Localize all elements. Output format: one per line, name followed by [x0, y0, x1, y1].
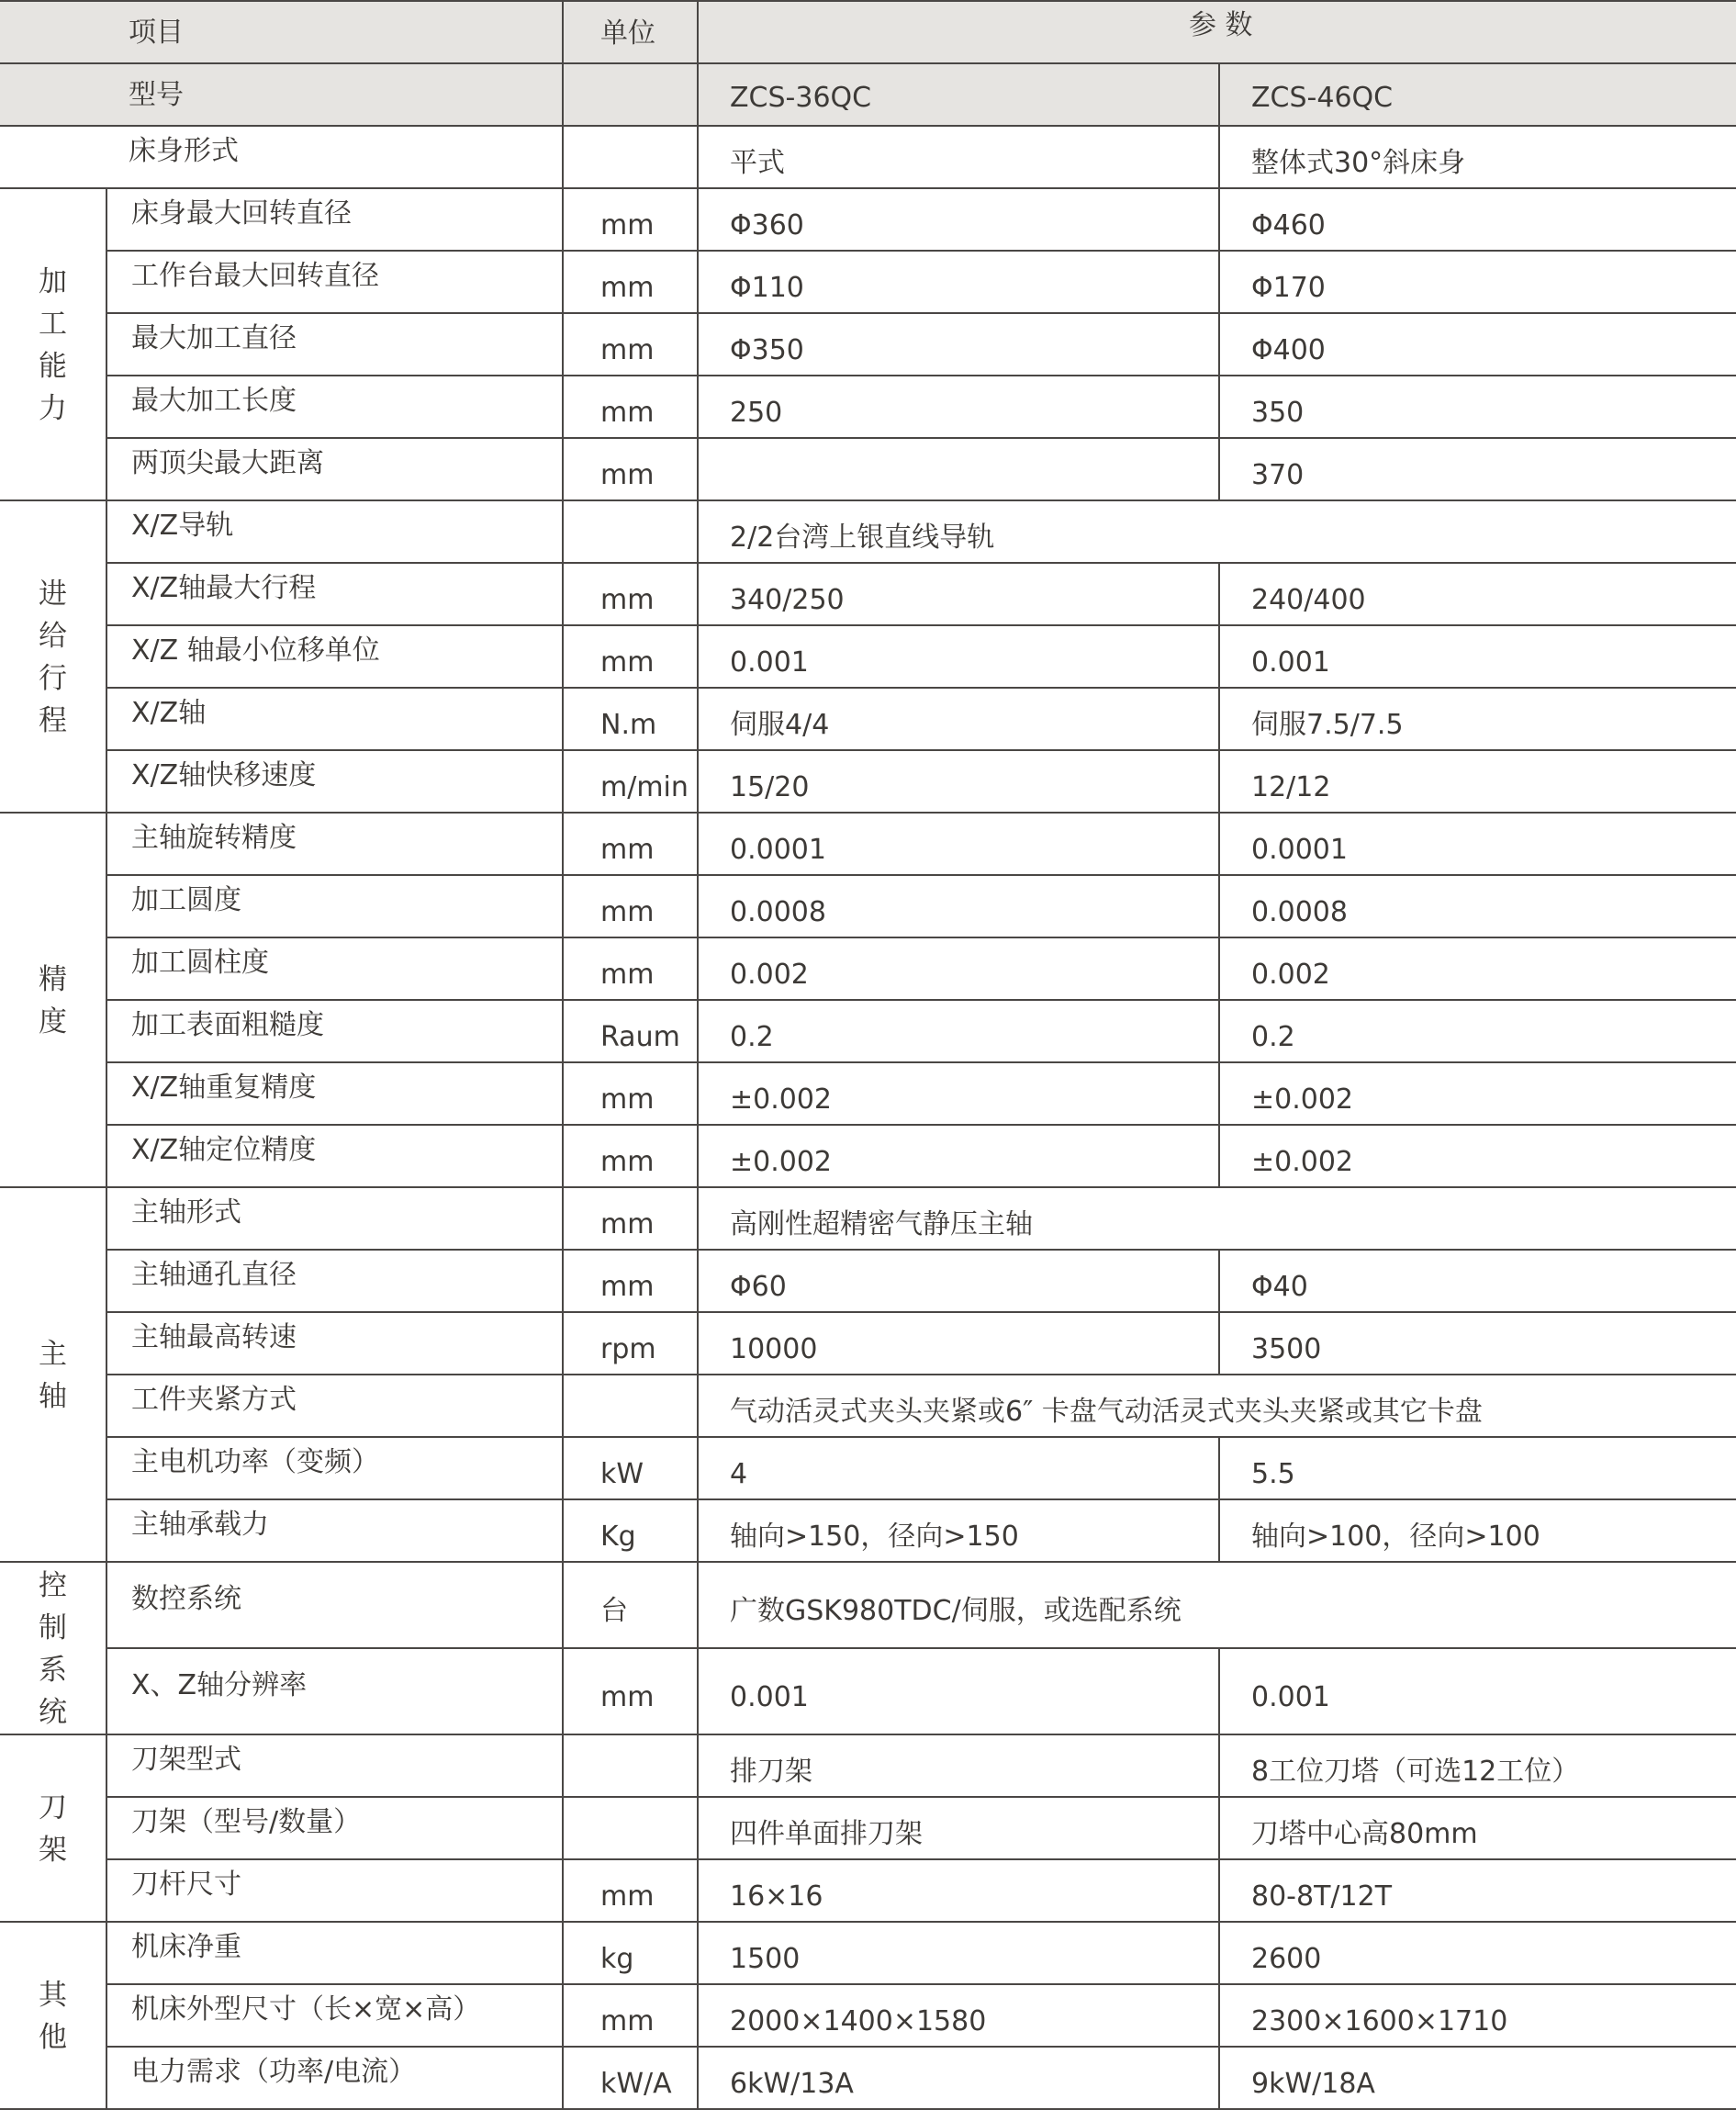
spec-row	[0, 1125, 1736, 1187]
spec-value-1: 2000×1400×1580	[698, 1984, 1219, 2047]
spec-value-1: 0.001	[698, 1648, 1219, 1734]
spec-item-label: 加工圆柱度	[106, 937, 563, 1000]
spec-item-label: X/Z轴快移速度	[106, 750, 563, 813]
category-label: 其他	[0, 1922, 106, 2109]
spec-value-2: ±0.002	[1219, 1062, 1736, 1125]
bed-form-unit	[563, 126, 698, 188]
header-unit: 单位	[563, 1, 698, 63]
spec-item-label: 刀架型式	[106, 1734, 563, 1797]
spec-item-label: 主轴形式	[106, 1187, 563, 1250]
spec-value-1	[698, 438, 1219, 500]
spec-unit: mm	[563, 1187, 698, 1250]
spec-item-label: 床身最大回转直径	[106, 188, 563, 251]
spec-value-2: 9kW/18A	[1219, 2047, 1736, 2109]
category-label: 控制系统	[0, 1562, 106, 1734]
spec-item-label: X/Z导轨	[106, 500, 563, 563]
spec-value-2: 0.002	[1219, 937, 1736, 1000]
spec-item-label: 主轴通孔直径	[106, 1250, 563, 1312]
spec-row	[0, 313, 1736, 376]
spec-item-label: 主轴旋转精度	[106, 813, 563, 875]
spec-value-shared: 高刚性超精密气静压主轴	[698, 1187, 1736, 1250]
header-item: 项目	[0, 1, 563, 63]
spec-value-2: Φ170	[1219, 251, 1736, 313]
spec-value-2: 370	[1219, 438, 1736, 500]
category-label: 进给行程	[0, 500, 106, 813]
category-label: 加工能力	[0, 188, 106, 500]
spec-value-1: 6kW/13A	[698, 2047, 1219, 2109]
spec-item-label: 最大加工长度	[106, 376, 563, 438]
spec-unit	[563, 1734, 698, 1797]
spec-value-1: Φ110	[698, 251, 1219, 313]
category-label: 精度	[0, 813, 106, 1187]
spec-value-shared: 2/2台湾上银直线导轨	[698, 500, 1736, 563]
spec-unit: mm	[563, 1984, 698, 2047]
spec-unit: mm	[563, 188, 698, 251]
spec-value-1: 0.002	[698, 937, 1219, 1000]
model-unit	[563, 63, 698, 126]
spec-item-label: X/Z轴定位精度	[106, 1125, 563, 1187]
spec-value-1: 15/20	[698, 750, 1219, 813]
spec-row	[0, 1000, 1736, 1062]
spec-row	[0, 1375, 1736, 1437]
spec-item-label: 刀杆尺寸	[106, 1859, 563, 1922]
spec-value-2: 0.001	[1219, 625, 1736, 688]
model-label: 型号	[0, 63, 563, 126]
spec-unit: rpm	[563, 1312, 698, 1375]
spec-value-1: 1500	[698, 1922, 1219, 1984]
spec-item-label: 主轴承载力	[106, 1499, 563, 1562]
spec-row	[0, 438, 1736, 500]
spec-value-2: Φ400	[1219, 313, 1736, 376]
spec-row	[0, 937, 1736, 1000]
spec-unit: mm	[563, 313, 698, 376]
spec-value-1: 4	[698, 1437, 1219, 1499]
spec-row	[0, 688, 1736, 750]
spec-value-2: 8工位刀塔（可选12工位）	[1219, 1734, 1736, 1797]
spec-value-1: 轴向>150，径向>150	[698, 1499, 1219, 1562]
model-row	[0, 63, 1736, 126]
spec-value-1: 四件单面排刀架	[698, 1797, 1219, 1859]
header-params: 参 数	[698, 1, 1736, 63]
spec-item-label: X、Z轴分辨率	[106, 1648, 563, 1734]
spec-value-1: ±0.002	[698, 1062, 1219, 1125]
spec-unit: mm	[563, 875, 698, 937]
spec-value-2: 12/12	[1219, 750, 1736, 813]
spec-row	[0, 1250, 1736, 1312]
spec-row	[0, 813, 1736, 875]
bed-form-label: 床身形式	[0, 126, 563, 188]
category-label: 刀架	[0, 1734, 106, 1922]
spec-unit: mm	[563, 1250, 698, 1312]
spec-value-2: 0.0008	[1219, 875, 1736, 937]
spec-value-1: 伺服4/4	[698, 688, 1219, 750]
spec-value-2: 350	[1219, 376, 1736, 438]
spec-item-label: 数控系统	[106, 1562, 563, 1648]
spec-row	[0, 251, 1736, 313]
spec-value-1: 0.0001	[698, 813, 1219, 875]
spec-value-2: 2600	[1219, 1922, 1736, 1984]
spec-value-2: 刀塔中心高80mm	[1219, 1797, 1736, 1859]
spec-value-shared: 广数GSK980TDC/伺服，或选配系统	[698, 1562, 1736, 1648]
spec-value-1: Φ360	[698, 188, 1219, 251]
spec-item-label: 主轴最高转速	[106, 1312, 563, 1375]
bed-form-value-2: 整体式30°斜床身	[1219, 126, 1736, 188]
spec-value-1: 250	[698, 376, 1219, 438]
spec-item-label: X/Z轴重复精度	[106, 1062, 563, 1125]
spec-unit: mm	[563, 1648, 698, 1734]
spec-row	[0, 376, 1736, 438]
spec-item-label: 刀架（型号/数量）	[106, 1797, 563, 1859]
spec-row	[0, 1734, 1736, 1797]
spec-item-label: X/Z轴	[106, 688, 563, 750]
spec-value-2: 0.001	[1219, 1648, 1736, 1734]
spec-row	[0, 1859, 1736, 1922]
spec-row	[0, 1187, 1736, 1250]
spec-value-2: ±0.002	[1219, 1125, 1736, 1187]
spec-value-2: 伺服7.5/7.5	[1219, 688, 1736, 750]
spec-unit: mm	[563, 376, 698, 438]
spec-row	[0, 1648, 1736, 1734]
spec-value-1: 10000	[698, 1312, 1219, 1375]
spec-row	[0, 875, 1736, 937]
spec-unit: kg	[563, 1922, 698, 1984]
spec-item-label: 电力需求（功率/电流）	[106, 2047, 563, 2109]
spec-unit: mm	[563, 438, 698, 500]
spec-value-2: Φ40	[1219, 1250, 1736, 1312]
spec-item-label: 两顶尖最大距离	[106, 438, 563, 500]
spec-value-2: 5.5	[1219, 1437, 1736, 1499]
spec-unit: mm	[563, 1062, 698, 1125]
spec-row	[0, 1797, 1736, 1859]
spec-value-2: 0.2	[1219, 1000, 1736, 1062]
spec-unit: mm	[563, 1859, 698, 1922]
model-2: ZCS-46QC	[1219, 63, 1736, 126]
spec-unit: mm	[563, 251, 698, 313]
spec-unit: mm	[563, 937, 698, 1000]
spec-value-1: 16×16	[698, 1859, 1219, 1922]
spec-unit: kW/A	[563, 2047, 698, 2109]
spec-value-2: 80-8T/12T	[1219, 1859, 1736, 1922]
spec-unit: 台	[563, 1562, 698, 1648]
spec-row	[0, 1984, 1736, 2047]
spec-unit: N.m	[563, 688, 698, 750]
header-row	[0, 1, 1736, 63]
spec-unit	[563, 1797, 698, 1859]
spec-unit	[563, 1375, 698, 1437]
spec-value-1: 340/250	[698, 563, 1219, 625]
spec-item-label: X/Z 轴最小位移单位	[106, 625, 563, 688]
spec-unit: mm	[563, 813, 698, 875]
model-1: ZCS-36QC	[698, 63, 1219, 126]
spec-unit: mm	[563, 625, 698, 688]
spec-value-shared: 气动活灵式夹头夹紧或6″ 卡盘气动活灵式夹头夹紧或其它卡盘	[698, 1375, 1736, 1437]
spec-row	[0, 1499, 1736, 1562]
spec-value-2: 0.0001	[1219, 813, 1736, 875]
bed-form-value-1: 平式	[698, 126, 1219, 188]
spec-item-label: 主电机功率（变频）	[106, 1437, 563, 1499]
spec-item-label: X/Z轴最大行程	[106, 563, 563, 625]
spec-row	[0, 1437, 1736, 1499]
spec-unit: kW	[563, 1437, 698, 1499]
spec-unit: m/min	[563, 750, 698, 813]
spec-item-label: 工作台最大回转直径	[106, 251, 563, 313]
spec-row	[0, 1922, 1736, 1984]
spec-row	[0, 500, 1736, 563]
spec-row	[0, 750, 1736, 813]
spec-value-2: 240/400	[1219, 563, 1736, 625]
spec-row	[0, 1062, 1736, 1125]
spec-value-1: 排刀架	[698, 1734, 1219, 1797]
spec-value-1: 0.2	[698, 1000, 1219, 1062]
spec-item-label: 机床外型尺寸（长×宽×高）	[106, 1984, 563, 2047]
spec-item-label: 加工表面粗糙度	[106, 1000, 563, 1062]
spec-value-2: Φ460	[1219, 188, 1736, 251]
spec-unit	[563, 500, 698, 563]
spec-item-label: 最大加工直径	[106, 313, 563, 376]
spec-value-1: 0.001	[698, 625, 1219, 688]
spec-value-2: 2300×1600×1710	[1219, 1984, 1736, 2047]
spec-unit: Raum	[563, 1000, 698, 1062]
spec-row	[0, 1562, 1736, 1648]
spec-value-1: 0.0008	[698, 875, 1219, 937]
spec-value-2: 轴向>100，径向>100	[1219, 1499, 1736, 1562]
spec-unit: Kg	[563, 1499, 698, 1562]
spec-row	[0, 188, 1736, 251]
category-label: 主轴	[0, 1187, 106, 1562]
spec-row	[0, 563, 1736, 625]
spec-row	[0, 2047, 1736, 2109]
spec-value-1: Φ350	[698, 313, 1219, 376]
specs-body	[0, 1, 1736, 2109]
bed-form-row	[0, 126, 1736, 188]
spec-item-label: 机床净重	[106, 1922, 563, 1984]
spec-item-label: 加工圆度	[106, 875, 563, 937]
spec-unit: mm	[563, 1125, 698, 1187]
spec-row	[0, 625, 1736, 688]
spec-value-2: 3500	[1219, 1312, 1736, 1375]
spec-item-label: 工件夹紧方式	[106, 1375, 563, 1437]
spec-unit: mm	[563, 563, 698, 625]
spec-row	[0, 1312, 1736, 1375]
spec-value-1: Φ60	[698, 1250, 1219, 1312]
spec-value-1: ±0.002	[698, 1125, 1219, 1187]
